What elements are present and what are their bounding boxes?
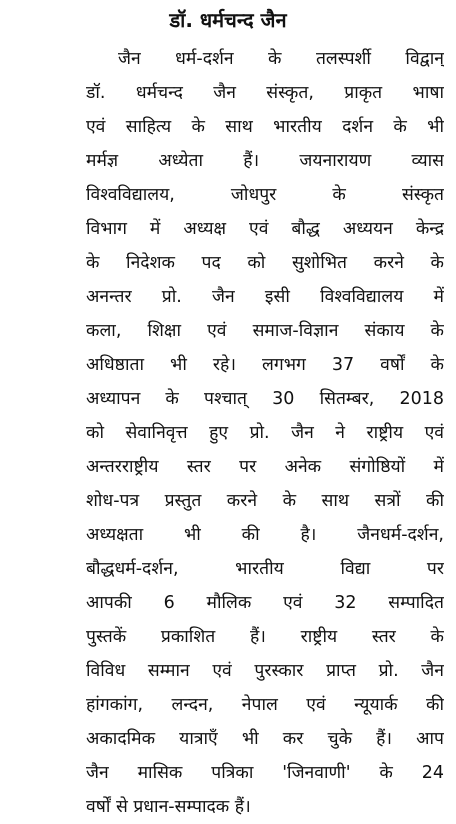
paragraph-line: हांगकांग, लन्दन, नेपाल एवं न्यूयार्क की [86, 695, 444, 715]
paragraph-line: बौद्धधर्म-दर्शन, भारतीय विद्या पर [86, 559, 444, 579]
paragraph-line: अनन्तर प्रो. जैन इसी विश्वविद्यालय में [86, 287, 444, 307]
paragraph-line: अकादमिक यात्राएँ भी कर चुके हैं। आप [86, 729, 444, 749]
author-title: डॉ. धर्मचन्द जैन [169, 8, 287, 32]
paragraph-line: वर्षों से प्रधान-सम्पादक हैं। [86, 797, 251, 817]
paragraph-line: अध्यक्षता भी की है। जैनधर्म-दर्शन, [86, 525, 444, 545]
paragraph-line: के निदेशक पद को सुशोभित करने के [86, 253, 444, 273]
paragraph-line: विश्वविद्यालय, जोधपुर के संस्कृत [86, 185, 444, 205]
paragraph-line: कला, शिक्षा एवं समाज-विज्ञान संकाय के [86, 321, 444, 341]
paragraph-line: डॉ. धर्मचन्द जैन संस्कृत, प्राकृत भाषा [86, 83, 444, 103]
paragraph-line: शोध-पत्र प्रस्तुत करने के साथ सत्रों की [86, 491, 444, 511]
paragraph-line: जैन धर्म-दर्शन के तलस्पर्शी विद्वान् [118, 49, 444, 69]
paragraph-line: जैन मासिक पत्रिका 'जिनवाणी' के 24 [86, 763, 444, 783]
paragraph-line: एवं साहित्य के साथ भारतीय दर्शन के भी [86, 117, 444, 137]
paragraph-line: पुस्तकें प्रकाशित हैं। राष्ट्रीय स्तर के [86, 627, 444, 647]
paragraph-line: अध्यापन के पश्चात् 30 सितम्बर, 2018 [86, 389, 444, 409]
paragraph-line: विभाग में अध्यक्ष एवं बौद्ध अध्ययन केन्द्र [86, 219, 444, 239]
paragraph-line: अन्तरराष्ट्रीय स्तर पर अनेक संगोष्ठियों में [86, 457, 444, 477]
paragraph-line: विविध सम्मान एवं पुरस्कार प्राप्त प्रो. जैन [86, 661, 444, 681]
biography-paragraph [86, 42, 444, 824]
paragraph-line: अधिष्ठाता भी रहे। लगभग 37 वर्षों के [86, 355, 444, 375]
paragraph-line: आपकी 6 मौलिक एवं 32 सम्पादित [86, 593, 444, 613]
paragraph-line: मर्मज्ञ अध्येता हैं। जयनारायण व्यास [86, 151, 444, 171]
paragraph-line: को सेवानिवृत्त हुए प्रो. जैन ने राष्ट्रीय एवं [86, 423, 444, 443]
